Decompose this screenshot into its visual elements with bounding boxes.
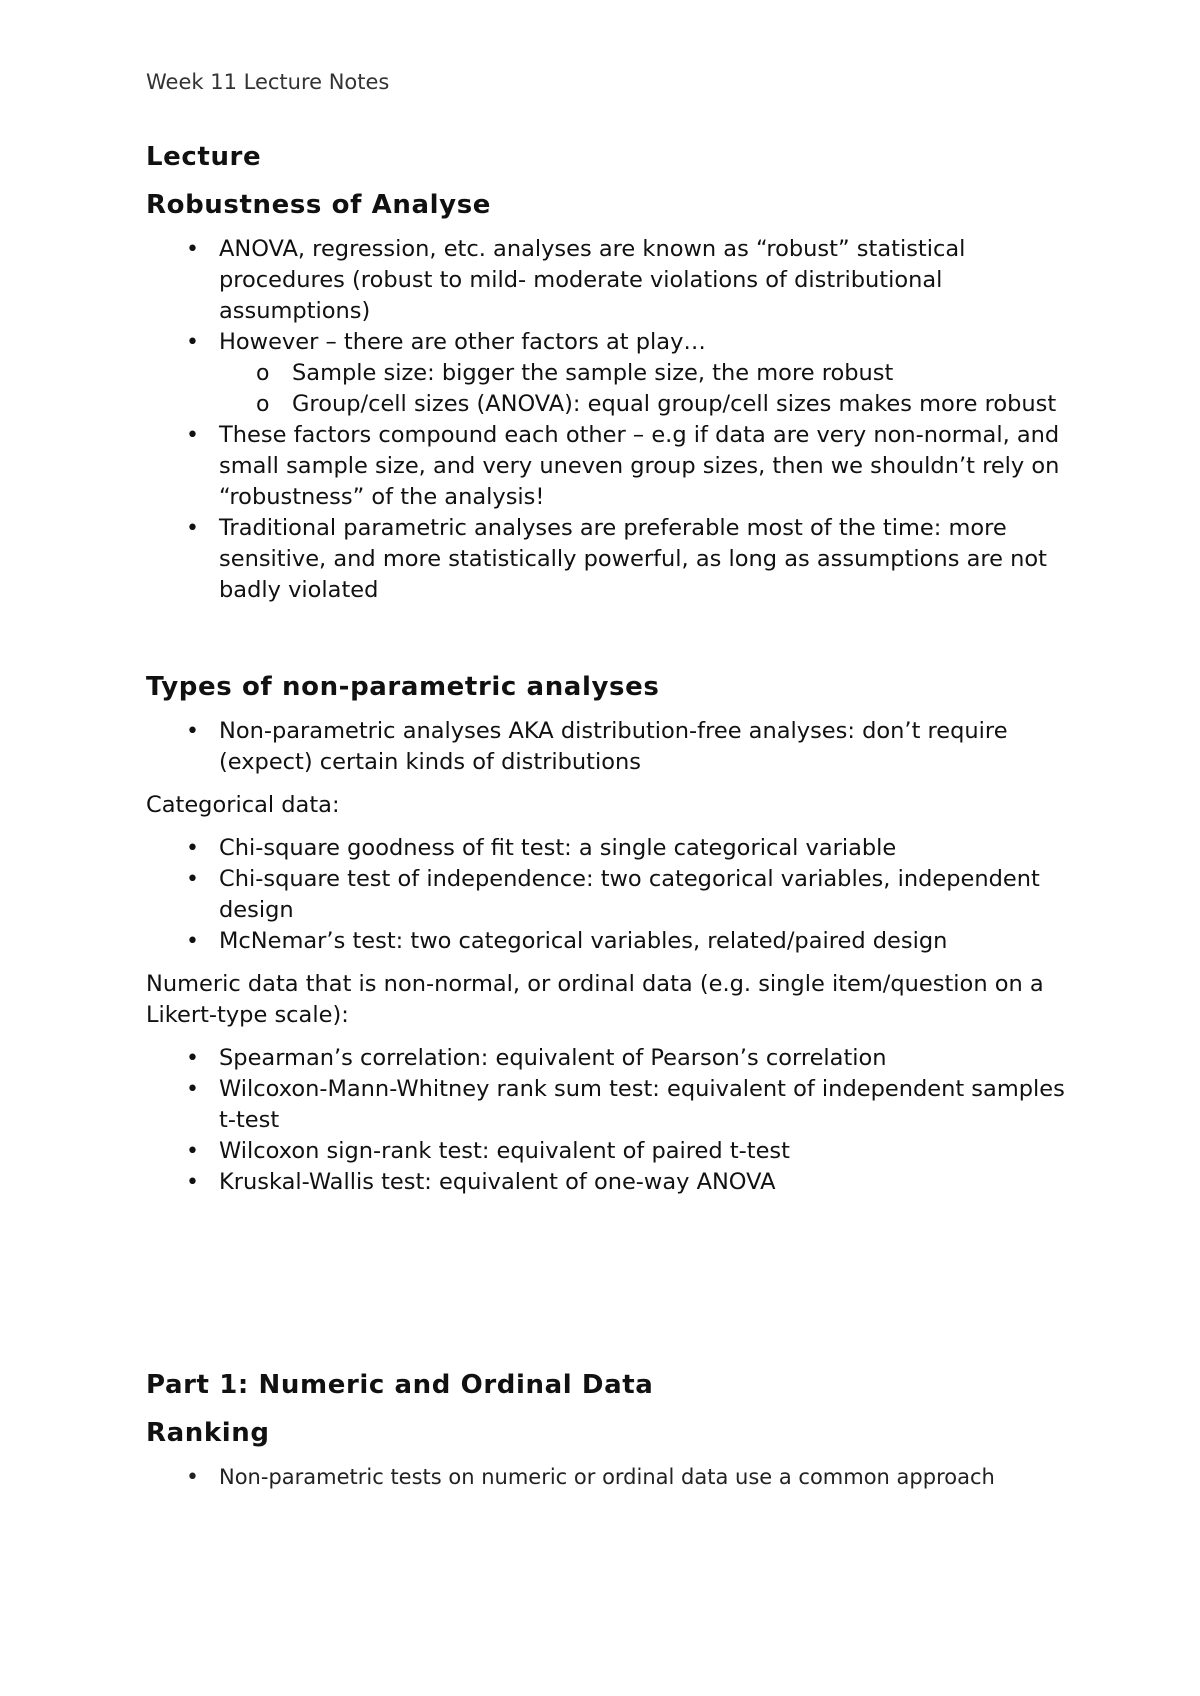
sub-list-item: o Group/cell sizes (ANOVA): equal group/cell sizes makes more robust [146, 389, 1066, 420]
list-item: • Chi-square test of independence: two categorical variables, independent design [186, 866, 1040, 923]
list-item: • McNemar’s test: two categorical variables, related/paired design [146, 926, 1066, 957]
bullet-icon: • [186, 423, 199, 448]
list-item: • ANOVA, regression, etc. analyses are known as “robust” statistical procedures (robust to mild- moderate violations of distributional assumptions) [186, 236, 966, 324]
bullet-icon: • [186, 867, 199, 892]
circle-bullet-icon: o [256, 361, 270, 386]
list-item: • Kruskal-Wallis test: equivalent of one-way ANOVA [146, 1167, 1066, 1198]
circle-bullet-icon: o [256, 392, 270, 417]
bullet-icon: • [186, 330, 199, 355]
page-header: Week 11 Lecture Notes [146, 70, 390, 94]
bullet-icon: • [186, 719, 199, 744]
sub-list-item: o Sample size: bigger the sample size, the more robust [146, 358, 1066, 389]
bullet-icon: • [186, 1046, 199, 1071]
ranking-list [146, 1462, 1066, 1493]
bullet-icon: • [186, 1077, 199, 1102]
robustness-list [146, 234, 1066, 606]
categorical-list [146, 833, 1066, 957]
list-item: • Traditional parametric analyses are preferable most of the time: more sensitive, and more statistically powerful, as long as assumptions are not badly violated [186, 515, 1047, 603]
list-item: • However – there are other factors at play… o Sample size: bigger the sample size, the more robust o Group/cell sizes (ANOVA): equal group/cell sizes makes more robust [146, 327, 1066, 420]
list-item: • These factors compound each other – e.g if data are very non-normal, and small sample size, and very uneven group sizes, then we shouldn’t rely on “robustness” of the analysis! [186, 422, 1060, 510]
sub-list [219, 358, 1066, 420]
bullet-icon: • [186, 1139, 199, 1164]
list-item: • Non-parametric tests on numeric or ordinal data use a common approach [146, 1462, 1066, 1493]
types-heading: Types of non-parametric analyses [146, 672, 660, 702]
numeric-list [146, 1043, 1066, 1198]
bullet-icon: • [186, 1170, 199, 1195]
robustness-heading: Robustness of Analyse [146, 190, 492, 220]
lecture-heading: Lecture [146, 142, 262, 172]
list-item: • Chi-square goodness of fit test: a single categorical variable [146, 833, 1066, 864]
ranking-heading: Ranking [146, 1418, 270, 1448]
types-intro-list [146, 716, 1066, 778]
numeric-label: Numeric data that is non-normal, or ordinal data (e.g. single item/question on a Likert-type scale): [146, 971, 1044, 1028]
bullet-icon: • [186, 836, 199, 861]
categorical-label: Categorical data: [146, 792, 340, 818]
list-item: • Non-parametric analyses AKA distribution-free analyses: don’t require (expect) certain kinds of distributions [186, 718, 1008, 775]
bullet-icon: • [186, 237, 199, 262]
part1-heading: Part 1: Numeric and Ordinal Data [146, 1370, 654, 1400]
list-item: • Wilcoxon-Mann-Whitney rank sum test: equivalent of independent samples t-test [186, 1076, 1065, 1133]
list-item: • Spearman’s correlation: equivalent of Pearson’s correlation [146, 1043, 1066, 1074]
bullet-icon: • [186, 929, 199, 954]
document-content [146, 140, 1066, 1493]
bullet-icon: • [186, 1465, 199, 1490]
list-item: • Wilcoxon sign-rank test: equivalent of paired t-test [146, 1136, 1066, 1167]
bullet-icon: • [186, 516, 199, 541]
